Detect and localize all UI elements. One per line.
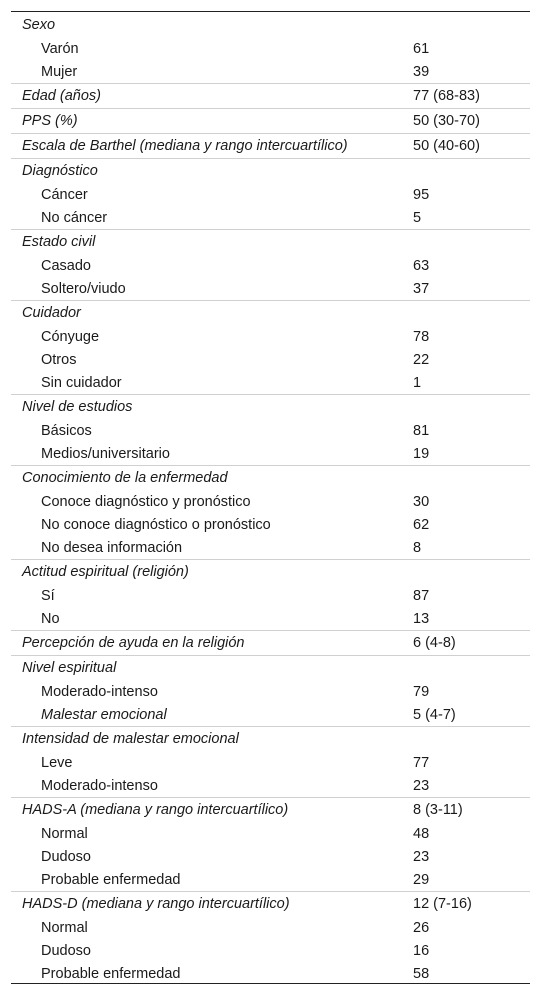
section-row: [11, 891, 530, 916]
row-value: 48: [413, 825, 430, 842]
table-row: [11, 868, 530, 891]
section-row: [11, 158, 530, 183]
section-row: [11, 394, 530, 419]
table-row: [11, 536, 530, 559]
table-row: [11, 371, 530, 394]
row-label: No cáncer: [41, 209, 108, 226]
table-row: [11, 419, 530, 442]
row-label: Varón: [41, 40, 79, 57]
table-row: [11, 37, 530, 60]
section-label: Cuidador: [22, 305, 81, 321]
section-label: Edad (años): [22, 88, 101, 104]
table-row: [11, 513, 530, 536]
section-row: [11, 655, 530, 680]
row-value: 16: [413, 942, 430, 959]
row-value: 1: [413, 374, 422, 391]
row-value: 81: [413, 422, 430, 439]
row-label: Probable enfermedad: [41, 965, 181, 982]
table-row: [11, 703, 530, 726]
row-value: 77 (68-83): [413, 88, 480, 104]
row-value: 95: [413, 186, 430, 203]
section-label: Intensidad de malestar emocional: [22, 731, 239, 747]
table-row: [11, 490, 530, 513]
row-label: No: [41, 610, 60, 627]
table-row: [11, 206, 530, 229]
row-label: Sin cuidador: [41, 374, 122, 391]
section-row: [11, 108, 530, 133]
row-label: Leve: [41, 754, 73, 771]
row-label: Probable enfermedad: [41, 871, 181, 888]
section-label: Escala de Barthel (mediana y rango intercuartílico): [22, 138, 348, 154]
section-label: Nivel espiritual: [22, 660, 117, 676]
table-row: [11, 962, 530, 985]
row-value: 50 (40-60): [413, 138, 480, 154]
row-value: 87: [413, 587, 430, 604]
row-label: Cáncer: [41, 186, 88, 203]
row-label: Moderado-intenso: [41, 777, 158, 794]
table-row: [11, 680, 530, 703]
section-row: [11, 133, 530, 158]
section-label: Estado civil: [22, 234, 96, 250]
section-label: Conocimiento de la enfermedad: [22, 470, 228, 486]
table-row: [11, 916, 530, 939]
row-label: Medios/universitario: [41, 445, 170, 462]
row-value: 39: [413, 63, 430, 80]
table-row: [11, 348, 530, 371]
row-value: 58: [413, 965, 430, 982]
row-label: Casado: [41, 257, 91, 274]
section-row: [11, 726, 530, 751]
table-row: [11, 584, 530, 607]
section-row: [11, 83, 530, 108]
table-row: [11, 183, 530, 206]
row-label: Conoce diagnóstico y pronóstico: [41, 493, 251, 510]
row-label: Malestar emocional: [41, 706, 167, 723]
table-row: [11, 442, 530, 465]
row-value: 5: [413, 209, 422, 226]
row-value: 12 (7-16): [413, 896, 472, 912]
row-label: No conoce diagnóstico o pronóstico: [41, 516, 271, 533]
data-table: [11, 11, 530, 984]
row-value: 6 (4-8): [413, 635, 456, 651]
row-value: 19: [413, 445, 430, 462]
table-row: [11, 325, 530, 348]
row-value: 78: [413, 328, 430, 345]
row-value: 30: [413, 493, 430, 510]
row-value: 62: [413, 516, 430, 533]
table-row: [11, 774, 530, 797]
table-row: [11, 607, 530, 630]
row-value: 61: [413, 40, 430, 57]
row-label: Normal: [41, 825, 88, 842]
table-row: [11, 60, 530, 83]
row-value: 29: [413, 871, 430, 888]
row-value: 13: [413, 610, 430, 627]
row-value: 26: [413, 919, 430, 936]
section-row: [11, 12, 530, 37]
row-label: Soltero/viudo: [41, 280, 126, 297]
table-row: [11, 939, 530, 962]
row-label: Mujer: [41, 63, 78, 80]
row-label: Cónyuge: [41, 328, 100, 345]
row-label: Normal: [41, 919, 88, 936]
row-value: 23: [413, 848, 430, 865]
row-value: 63: [413, 257, 430, 274]
section-row: [11, 559, 530, 584]
row-label: Básicos: [41, 422, 92, 439]
table-row: [11, 845, 530, 868]
row-label: Sí: [41, 587, 55, 604]
row-value: 8 (3-11): [413, 802, 463, 818]
row-label: Dudoso: [41, 942, 91, 959]
section-label: Diagnóstico: [22, 163, 98, 179]
section-label: HADS-D (mediana y rango intercuartílico): [22, 896, 290, 912]
row-value: 8: [413, 539, 422, 556]
row-value: 79: [413, 683, 430, 700]
section-row: [11, 229, 530, 254]
table-row: [11, 254, 530, 277]
section-label: Percepción de ayuda en la religión: [22, 635, 245, 651]
section-row: [11, 630, 530, 655]
section-label: PPS (%): [22, 113, 78, 129]
table-row: [11, 277, 530, 300]
row-value: 37: [413, 280, 430, 297]
row-value: 23: [413, 777, 430, 794]
section-label: Sexo: [22, 16, 56, 33]
row-label: Moderado-intenso: [41, 683, 158, 700]
row-value: 5 (4-7): [413, 706, 456, 723]
table-row: [11, 751, 530, 774]
section-row: [11, 797, 530, 822]
row-label: Dudoso: [41, 848, 91, 865]
row-value: 50 (30-70): [413, 113, 480, 129]
row-value: 22: [413, 351, 430, 368]
section-row: [11, 465, 530, 490]
section-row: [11, 300, 530, 325]
row-label: No desea información: [41, 539, 183, 556]
table-row: [11, 822, 530, 845]
section-label: HADS-A (mediana y rango intercuartílico): [22, 802, 289, 818]
row-label: Otros: [41, 351, 77, 368]
row-value: 77: [413, 754, 430, 771]
section-label: Actitud espiritual (religión): [22, 564, 189, 580]
section-label: Nivel de estudios: [22, 399, 133, 415]
